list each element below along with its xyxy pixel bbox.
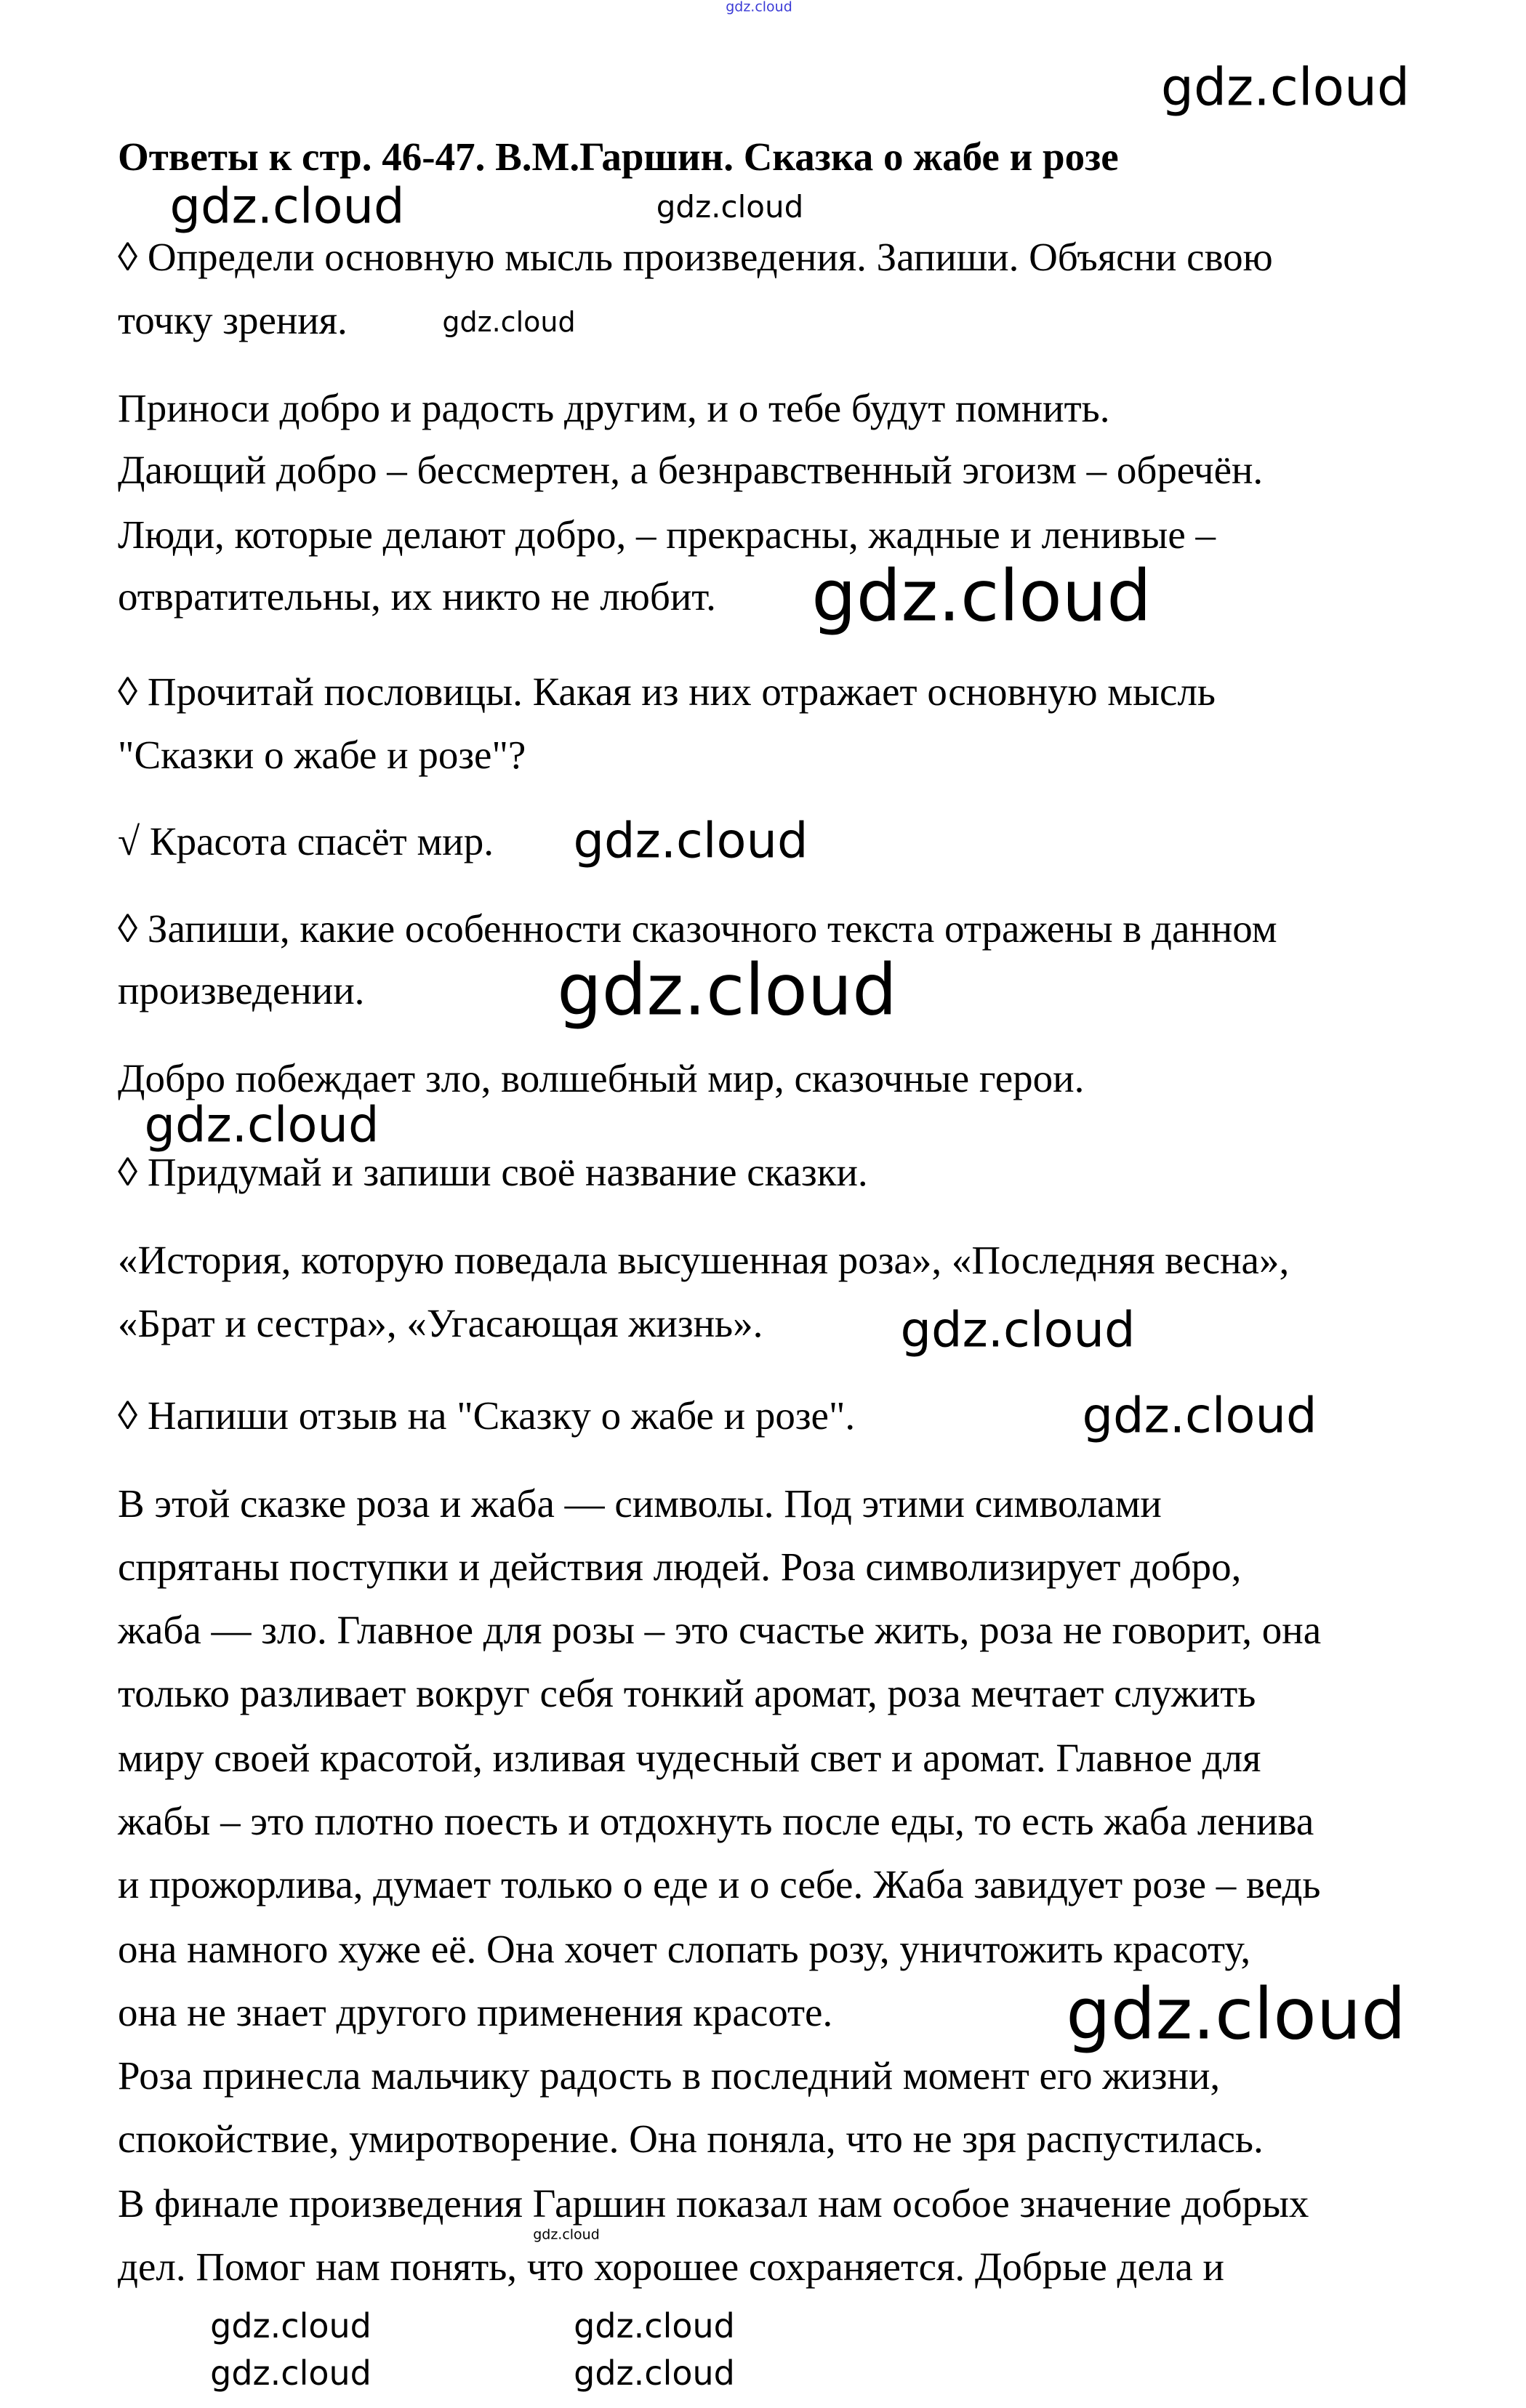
watermark: gdz.cloud (574, 2353, 735, 2393)
answer-line: Люди, которые делают добро, – прекрасны, жадные и ленивые – (118, 512, 1216, 557)
answer-line: √ Красота спасёт мир. (118, 818, 494, 863)
watermark: gdz.cloud (1066, 1973, 1406, 2055)
answer-line: дел. Помог нам понять, что хорошее сохраняется. Добрые дела и (118, 2244, 1224, 2289)
watermark: gdz.cloud (1082, 1387, 1317, 1444)
watermark: gdz.cloud (533, 2226, 600, 2243)
watermark: gdz.cloud (574, 2306, 735, 2345)
answer-line: «Брат и сестра», «Угасающая жизнь». (118, 1301, 763, 1346)
answer-line: произведении. (118, 968, 365, 1013)
watermark: gdz.cloud (442, 306, 576, 338)
watermark: gdz.cloud (169, 177, 405, 235)
watermark: gdz.cloud (811, 555, 1152, 637)
watermark: gdz.cloud (144, 1096, 380, 1153)
answer-line: жаба — зло. Главное для розы – это счастье жить, роза не говорит, она (118, 1608, 1322, 1653)
question-line: ◊ Напиши отзыв на "Сказку о жабе и розе". (118, 1393, 856, 1438)
question-line: ◊ Запиши, какие особенности сказочного текста отражены в данном (118, 906, 1277, 951)
answer-line: миру своей красотой, изливая чудесный свет и аромат. Главное для (118, 1736, 1261, 1781)
watermark: gdz.cloud (656, 189, 804, 225)
answer-line: жабы – это плотно поесть и отдохнуть после еды, то есть жаба ленива (118, 1798, 1314, 1843)
watermark: gdz.cloud (1160, 57, 1410, 118)
answer-line: спрятаны поступки и действия людей. Роза символизирует добро, (118, 1545, 1242, 1590)
watermark: gdz.cloud (210, 2353, 372, 2393)
answer-line: В финале произведения Гаршин показал нам особое значение добрых (118, 2181, 1309, 2226)
answer-line: Добро побеждает зло, волшебный мир, сказочные герои. (118, 1056, 1085, 1101)
watermark: gdz.cloud (726, 0, 792, 15)
question-line: ◊ Придумай и запиши своё название сказки. (118, 1150, 868, 1195)
answer-line: она намного хуже её. Она хочет слопать розу, уничтожить красоту, (118, 1926, 1251, 1971)
watermark: gdz.cloud (557, 949, 897, 1031)
question-line: ◊ Прочитай пословицы. Какая из них отражает основную мысль (118, 669, 1216, 714)
answer-line: Роза принесла мальчику радость в последний момент его жизни, (118, 2053, 1221, 2098)
answer-line: только разливает вокруг себя тонкий аромат, роза мечтает служить (118, 1671, 1256, 1715)
answer-line: Приноси добро и радость другим, и о тебе будут помнить. (118, 385, 1110, 430)
answer-line: и прожорлива, думает только о еде и о себе. Жаба завидует розе – ведь (118, 1861, 1321, 1906)
watermark: gdz.cloud (573, 812, 808, 869)
answer-line: спокойствие, умиротворение. Она поняла, что не зря распустилась. (118, 2116, 1264, 2161)
answer-line: В этой сказке роза и жаба — символы. Под этими символами (118, 1481, 1162, 1526)
watermark: gdz.cloud (210, 2306, 372, 2345)
answer-line: отвратительны, их никто не любит. (118, 573, 716, 619)
answer-line: «История, которую поведала высушенная роза», «Последняя весна», (118, 1238, 1290, 1283)
answer-line: точку зрения. (118, 298, 348, 343)
answer-line: она не знает другого применения красоте. (118, 1989, 833, 2034)
answer-line: Дающий добро – бессмертен, а безнравственный эгоизм – обречён. (118, 447, 1264, 492)
answer-line: "Сказки о жабе и розе"? (118, 732, 526, 777)
question-line: ◊ Определи основную мысль произведения. Запиши. Объясни свою (118, 235, 1273, 280)
page-title: Ответы к стр. 46-47. В.М.Гаршин. Сказка о жабе и розе (118, 134, 1119, 179)
watermark: gdz.cloud (900, 1301, 1136, 1358)
